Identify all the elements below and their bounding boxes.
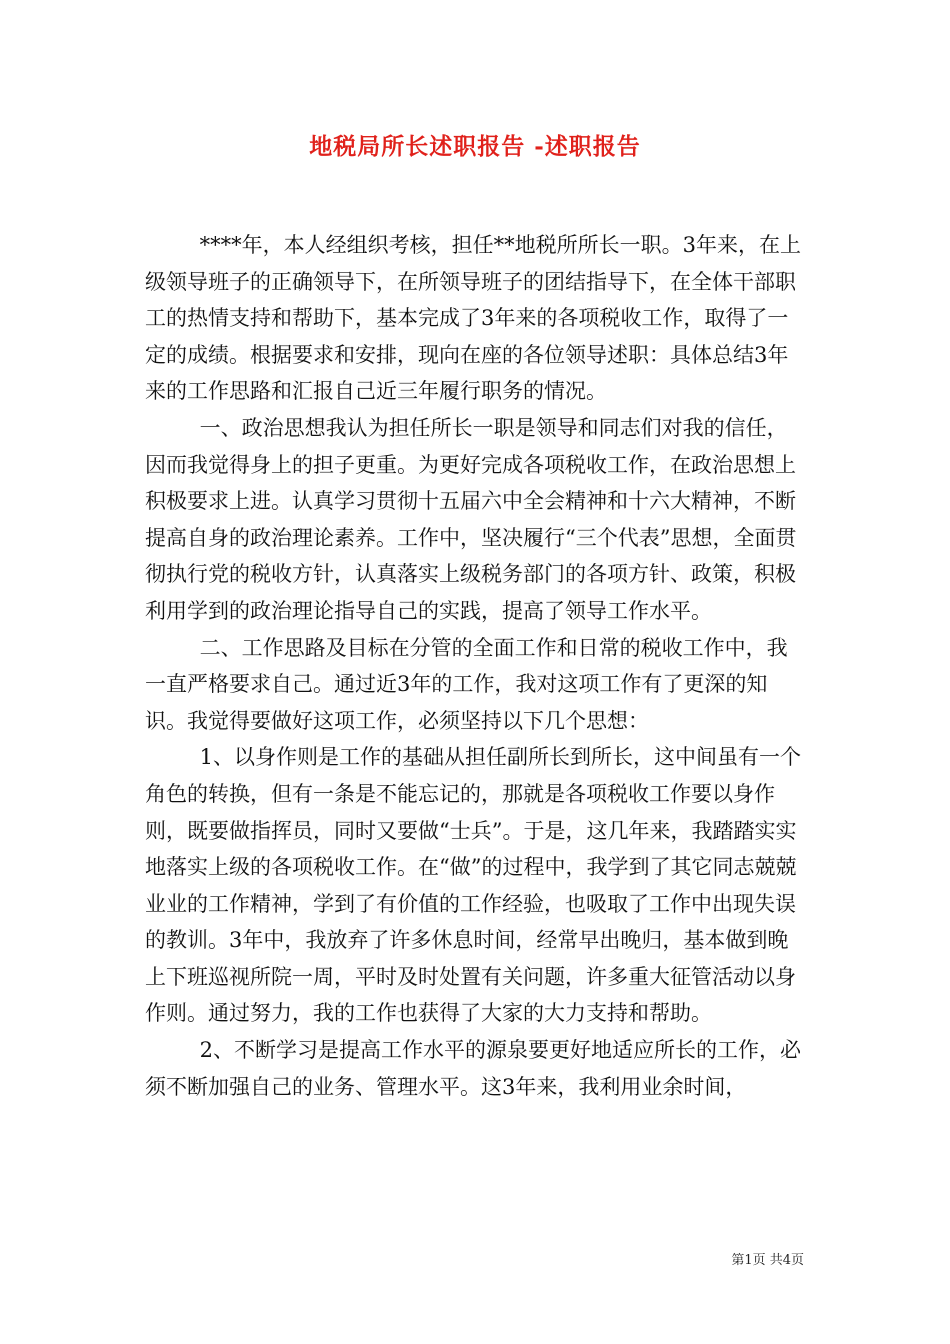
page-number-footer: 第1页 共4页	[731, 1253, 804, 1268]
paragraph-lead-by-example: 1、以身作则是工作的基础从担任副所长到所长，这中间虽有一个角色的转换，但有一条是不能忘记的，那就是各项税收工作要以身作则，既要做指挥员，同时又要做“士兵”。于是，这几年来，我踏踏实实地落实上级的各项税收工作。在“做”的过程中，我学到了其它同志兢兢业业的工作精神，学到了有价值的工作经验，也吸取了工作中出现失误的教训。3年中，我放弃了许多休息时间，经常早出晚归，基本做到晚上下班巡视所院一周，平时及时处置有关问题，许多重大征管活动以身作则。通过努力，我的工作也获得了大家的大力支持和帮助。	[145, 745, 801, 1026]
paragraph-continuous-learning: 2、不断学习是提高工作水平的源泉要更好地适应所长的工作，必须不断加强自己的业务、管理水平。这3年来，我利用业余时间，	[145, 1038, 801, 1099]
paragraph-political-thought: 一、政治思想我认为担任所长一职是领导和同志们对我的信任，因而我觉得身上的担子更重。为更好完成各项税收工作，在政治思想上积极要求上进。认真学习贯彻十五届六中全会精神和十六大精神，不断提高自身的政治理论素养。工作中，坚决履行“三个代表”思想，全面贯彻执行党的税收方针，认真落实上级税务部门的各项方针、政策，积极利用学到的政治理论指导自己的实践，提高了领导工作水平。	[145, 415, 797, 623]
document-body	[145, 227, 803, 1105]
document-title: 地税局所长述职报告 -述职报告	[309, 133, 641, 160]
paragraph-intro: ****年，本人经组织考核，担任**地税所所长一职。3年来，在上级领导班子的正确领导下，在所领导班子的团结指导下，在全体干部职工的热情支持和帮助下，基本完成了3年来的各项税收工作，取得了一定的成绩。根据要求和安排，现向在座的各位领导述职：具体总结3年来的工作思路和汇报自己近三年履行职务的情况。	[145, 233, 801, 404]
paragraph-work-approach: 二、工作思路及目标在分管的全面工作和日常的税收工作中，我一直严格要求自己。通过近3年的工作，我对这项工作有了更深的知识。我觉得要做好这项工作，必须坚持以下几个思想：	[145, 635, 788, 733]
